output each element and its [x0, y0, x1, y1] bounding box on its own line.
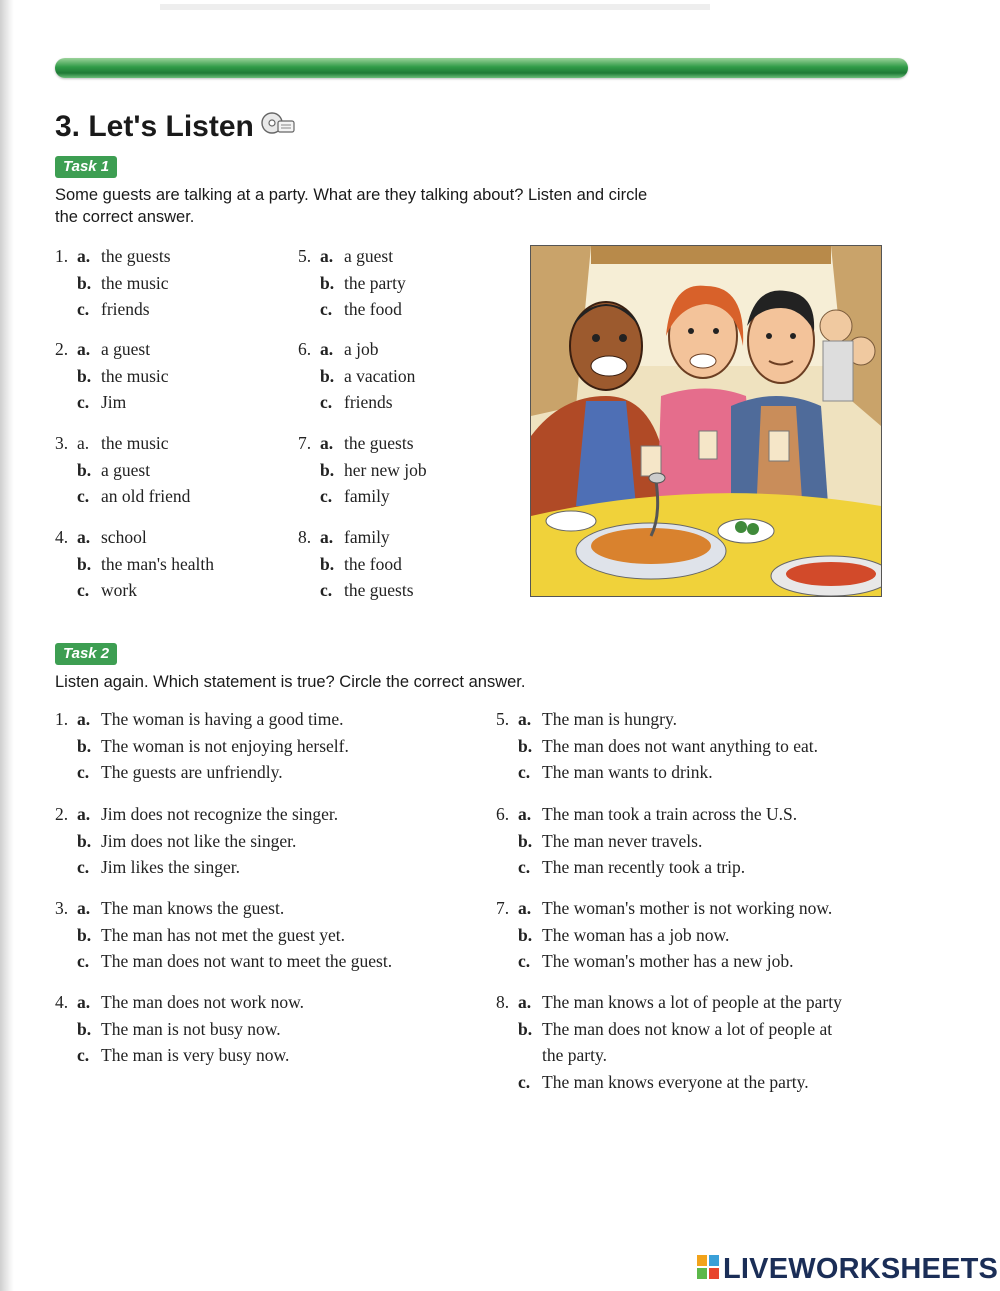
option-letter: a.	[77, 709, 91, 729]
option-letter: a.	[77, 804, 91, 824]
answer-option[interactable]	[55, 270, 171, 297]
question-number: 6.	[496, 804, 510, 824]
liveworksheets-logo	[697, 1253, 998, 1286]
answer-option[interactable]	[298, 363, 415, 390]
page-title-text: 3. Let's Listen	[55, 110, 254, 143]
question-number: 7.	[298, 433, 312, 453]
question-number: 4.	[55, 992, 69, 1012]
question-number: 2.	[55, 804, 69, 824]
question-number: 7.	[496, 898, 510, 918]
answer-option[interactable]	[298, 483, 427, 510]
task2-question-8	[496, 989, 842, 1095]
option-text: Jim	[101, 392, 127, 412]
option-letter: b.	[77, 1018, 92, 1039]
answer-option[interactable]	[496, 759, 818, 786]
option-text: the music	[101, 272, 169, 293]
option-text: the food	[344, 553, 402, 574]
option-letter: c.	[320, 486, 333, 506]
answer-option[interactable]	[55, 551, 214, 578]
option-letter: b.	[77, 459, 92, 480]
logo-text: LIVEWORKSHEETS	[723, 1253, 999, 1285]
option-letter: c.	[77, 951, 90, 971]
answer-option[interactable]	[55, 801, 338, 828]
task2-question-7	[496, 895, 832, 975]
option-letter: b.	[320, 459, 335, 480]
option-letter: a.	[77, 898, 91, 918]
answer-option[interactable]	[298, 551, 414, 578]
option-text: the guests	[344, 580, 414, 600]
task1-question-5	[298, 243, 406, 323]
option-text: The man does not know a lot of people at	[542, 1018, 833, 1039]
question-number: 8.	[496, 992, 510, 1012]
answer-option[interactable]	[55, 243, 171, 270]
answer-option[interactable]	[298, 457, 427, 484]
option-letter: a.	[320, 433, 334, 453]
answer-option[interactable]	[496, 1042, 842, 1069]
answer-option[interactable]	[55, 363, 169, 390]
option-text: work	[101, 580, 137, 600]
option-letter: a.	[518, 992, 532, 1012]
answer-option[interactable]	[298, 243, 406, 270]
answer-option[interactable]	[496, 1069, 842, 1096]
option-letter: b.	[320, 553, 335, 574]
answer-option[interactable]	[496, 989, 842, 1016]
option-letter: c.	[77, 299, 90, 319]
option-letter: c.	[77, 580, 90, 600]
answer-option[interactable]	[55, 733, 349, 760]
option-text: The man took a train across the U.S.	[542, 804, 798, 824]
option-letter: b.	[518, 924, 533, 945]
question-number: 5.	[298, 246, 312, 266]
option-text: a guest	[344, 246, 394, 266]
task2-question-4	[55, 989, 304, 1069]
answer-option[interactable]	[55, 389, 169, 416]
option-letter: c.	[518, 1071, 531, 1092]
option-text: The woman's mother has a new job.	[542, 951, 794, 971]
answer-option[interactable]	[55, 895, 392, 922]
option-letter: b.	[320, 365, 335, 386]
liveworksheets-blocks-icon	[697, 1255, 719, 1284]
option-text: The man recently took a trip.	[542, 857, 746, 877]
question-number: 3.	[55, 898, 69, 918]
task1-question-3	[55, 430, 190, 510]
option-text: The guests are unfriendly.	[101, 762, 283, 782]
option-letter: a.	[320, 527, 334, 547]
option-text: The man knows everyone at the party.	[542, 1071, 809, 1092]
option-letter: b.	[518, 1018, 533, 1039]
task1-badge: Task 1	[55, 156, 117, 178]
option-letter: b.	[77, 924, 92, 945]
option-letter: a.	[320, 246, 334, 266]
option-letter: b.	[320, 272, 335, 293]
answer-option[interactable]	[496, 948, 832, 975]
option-text: the man's health	[101, 553, 214, 574]
option-letter: b.	[77, 830, 92, 851]
question-number: 1.	[55, 246, 69, 266]
option-letter: a.	[77, 246, 91, 266]
answer-option[interactable]	[496, 828, 797, 855]
option-text: The woman's mother is not working now.	[542, 898, 833, 918]
option-text: The man never travels.	[542, 830, 703, 851]
answer-option[interactable]	[55, 296, 171, 323]
question-number: 4.	[55, 527, 69, 547]
question-number: 8.	[298, 527, 312, 547]
option-text: a job	[344, 339, 379, 359]
page-edge-shadow	[0, 0, 14, 1291]
answer-option[interactable]	[55, 336, 169, 363]
option-text: Jim does not like the singer.	[101, 830, 297, 851]
task1-question-7	[298, 430, 427, 510]
option-text: family	[344, 486, 390, 506]
option-text: family	[344, 527, 390, 547]
answer-option[interactable]	[55, 759, 349, 786]
task2-question-2	[55, 801, 338, 881]
answer-option[interactable]	[55, 948, 392, 975]
answer-option[interactable]	[55, 854, 338, 881]
option-letter: c.	[518, 762, 531, 782]
option-text: the guests	[101, 246, 171, 266]
option-text: the party	[344, 272, 406, 293]
top-scan-artifact	[160, 4, 710, 10]
question-number: 6.	[298, 339, 312, 359]
answer-option[interactable]	[298, 430, 427, 457]
option-text: the food	[344, 299, 402, 319]
option-letter: c.	[77, 392, 90, 412]
answer-option[interactable]	[496, 895, 832, 922]
option-letter: c.	[77, 857, 90, 877]
option-text: The man knows the guest.	[101, 898, 285, 918]
option-letter: b.	[77, 735, 92, 756]
option-letter: c.	[320, 392, 333, 412]
question-number: 2.	[55, 339, 69, 359]
option-letter: c.	[320, 299, 333, 319]
option-text: The woman has a job now.	[542, 924, 730, 945]
task2-instruction: Listen again. Which statement is true? Circle the correct answer.	[55, 673, 526, 691]
answer-option[interactable]	[55, 828, 338, 855]
answer-option[interactable]	[496, 854, 797, 881]
option-text: Jim likes the singer.	[101, 857, 241, 877]
option-text: The man does not want anything to eat.	[542, 735, 819, 756]
answer-option[interactable]	[55, 457, 190, 484]
task2-badge: Task 2	[55, 643, 117, 665]
task1-question-8	[298, 524, 414, 604]
option-text: The man has not met the guest yet.	[101, 924, 345, 945]
answer-option[interactable]	[298, 389, 415, 416]
answer-option[interactable]	[298, 336, 415, 363]
option-text: the music	[101, 365, 169, 386]
answer-option[interactable]	[298, 577, 414, 604]
option-letter: a.	[77, 527, 91, 547]
task1-question-2	[55, 336, 169, 416]
option-text: friends	[101, 299, 150, 319]
answer-option[interactable]	[496, 801, 797, 828]
answer-option[interactable]	[55, 524, 214, 551]
option-text: friends	[344, 392, 393, 412]
option-letter: a.	[518, 709, 532, 729]
option-text: The man is not busy now.	[101, 1018, 281, 1039]
option-text: a vacation	[344, 365, 416, 386]
option-text: The man is very busy now.	[101, 1045, 290, 1065]
answer-option[interactable]	[298, 270, 406, 297]
task1-instruction	[55, 184, 647, 228]
option-text: The woman is having a good time.	[101, 709, 344, 729]
task1-instruction-line2: the correct answer.	[55, 208, 195, 226]
cd-audio-icon	[260, 110, 296, 144]
answer-option[interactable]	[55, 1016, 304, 1043]
option-text: the party.	[542, 1045, 607, 1065]
option-text: a guest	[101, 339, 151, 359]
option-letter	[518, 1042, 542, 1069]
answer-option[interactable]	[55, 483, 190, 510]
option-letter: a.	[77, 992, 91, 1012]
option-letter: c.	[77, 762, 90, 782]
option-text: The man wants to drink.	[542, 762, 713, 782]
option-text: Jim does not recognize the singer.	[101, 804, 339, 824]
task1-question-6	[298, 336, 415, 416]
answer-option[interactable]	[298, 524, 414, 551]
option-letter: c.	[320, 580, 333, 600]
answer-option[interactable]	[55, 922, 392, 949]
answer-option[interactable]	[55, 577, 214, 604]
option-letter: a.	[518, 898, 532, 918]
option-letter: c.	[77, 486, 90, 506]
option-text: an old friend	[101, 486, 191, 506]
answer-option[interactable]	[298, 296, 406, 323]
page-title	[55, 110, 296, 144]
option-text: The man does not want to meet the guest.	[101, 951, 393, 971]
option-text: the guests	[344, 433, 414, 453]
answer-option[interactable]	[55, 1042, 304, 1069]
option-letter: a.	[320, 339, 334, 359]
task2-question-3	[55, 895, 392, 975]
option-letter: a.	[77, 339, 91, 359]
option-letter: a.	[77, 433, 90, 453]
option-letter: b.	[518, 735, 533, 756]
answer-option[interactable]	[496, 922, 832, 949]
header-green-bar	[55, 58, 908, 78]
question-number: 3.	[55, 433, 69, 453]
answer-option[interactable]	[55, 430, 190, 457]
task1-question-4	[55, 524, 214, 604]
question-number: 1.	[55, 709, 69, 729]
party-illustration	[530, 245, 882, 597]
option-letter: b.	[77, 272, 92, 293]
option-text: The man knows a lot of people at the party	[542, 992, 842, 1012]
task1-instruction-line1: Some guests are talking at a party. What are they talking about? Listen and circle	[55, 186, 648, 204]
task2-question-6	[496, 801, 797, 881]
answer-option[interactable]	[496, 706, 818, 733]
option-text: the music	[101, 433, 169, 453]
answer-option[interactable]	[496, 733, 818, 760]
option-letter: c.	[77, 1045, 90, 1065]
task1-question-1	[55, 243, 171, 323]
task2-question-5	[496, 706, 818, 786]
option-letter: c.	[518, 857, 531, 877]
answer-option[interactable]	[55, 989, 304, 1016]
task2-question-1	[55, 706, 349, 786]
option-letter: b.	[77, 553, 92, 574]
option-text: a guest	[101, 459, 151, 480]
option-text: her new job	[344, 459, 427, 480]
answer-option[interactable]	[55, 706, 349, 733]
option-text: The man is hungry.	[542, 709, 677, 729]
option-letter: b.	[77, 365, 92, 386]
question-number: 5.	[496, 709, 510, 729]
option-text: The man does not work now.	[101, 992, 304, 1012]
option-letter: a.	[518, 804, 532, 824]
option-letter: c.	[518, 951, 531, 971]
option-letter: b.	[518, 830, 533, 851]
option-text: The woman is not enjoying herself.	[101, 735, 349, 756]
option-text: school	[101, 527, 147, 547]
answer-option[interactable]	[496, 1016, 842, 1043]
